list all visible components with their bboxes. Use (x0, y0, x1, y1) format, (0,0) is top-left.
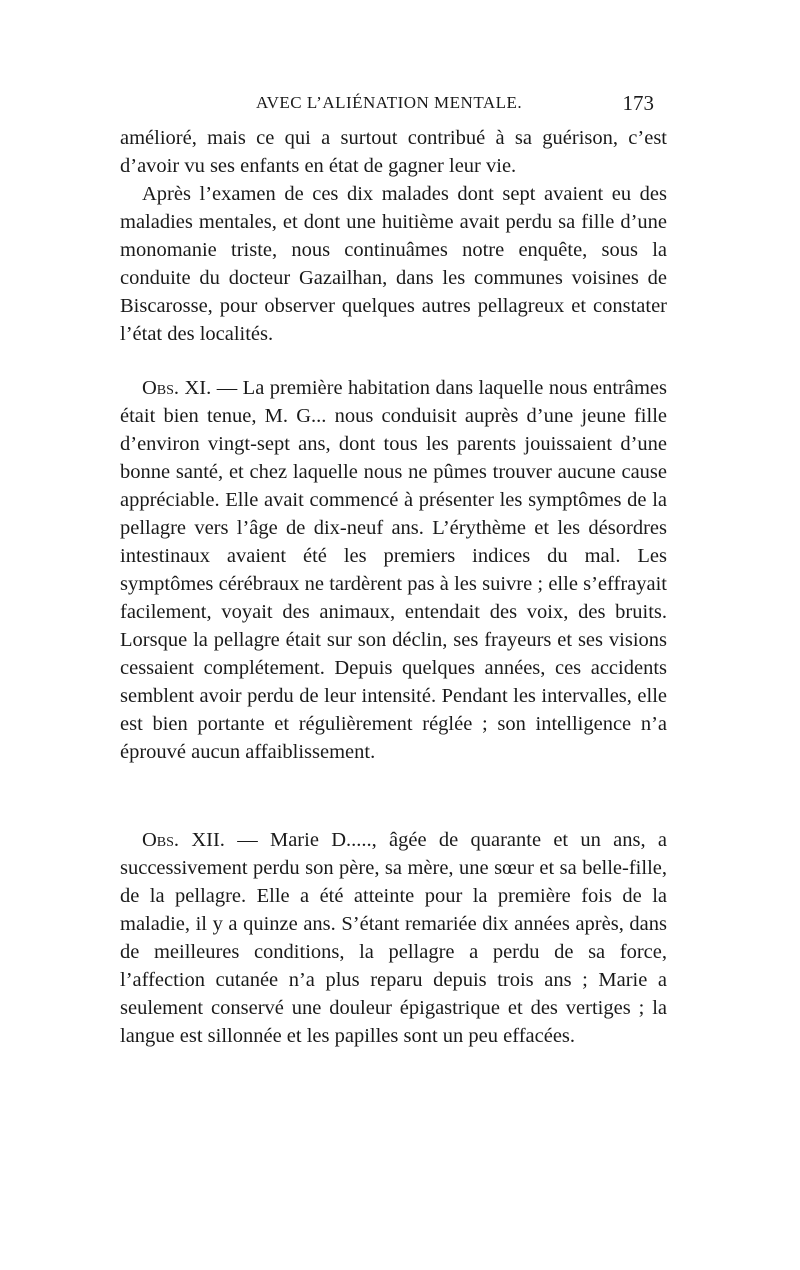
observation-xii-text: — Marie D....., âgée de quarante et un ans, a successivement perdu son père, sa mère, une sœur et sa belle-fille, de la pellagre. Elle a été atteinte pour la première fois de la maladie, il y a quinze ans. S’étant remariée dix années après, dans de meilleures conditions, la pellagre a perdu de sa force, l’affection cutanée n’a plus reparu depuis trois ans ; Marie a seulement conservé une douleur épigastrique et des vertiges ; la langue est sillonnée et les papilles sont un peu effacées. (120, 829, 668, 1047)
observation-xi-text: — La première habitation dans laquelle nous entrâmes était bien tenue, M. G... nous conduisit auprès d’une jeune fille d’environ vingt-sept ans, dont tous les parents jouissaient d’une bonne santé, et chez laquelle nous ne pûmes trouver aucune cause appréciable. Elle avait commencé à présenter les symptômes de la pellagre vers l’âge de dix-neuf ans. L’érythème et les désordres intestinaux avaient été les premiers indices du mal. Les symptômes cérébraux ne tardèrent pas à les suivre ; elle s’effrayait facilement, voyait des animaux, entendait des voix, des bruits. Lorsque la pellagre était sur son déclin, ses frayeurs et ses visions cessaient complétement. Depuis quelques années, ces accidents semblent avoir perdu de leur intensité. Pendant les intervalles, elle est bien portante et régulièrement réglée ; son intelligence n’a éprouvé aucun affaiblissement. (120, 377, 667, 763)
observation-xi (120, 374, 667, 766)
opening-text-block (120, 124, 667, 348)
observation-xii-paragraph (120, 826, 667, 1050)
page-number: 173 (622, 91, 654, 115)
running-title: AVEC L’ALIÉNATION MENTALE. (256, 93, 523, 112)
observation-xii (120, 826, 667, 1050)
running-header (120, 88, 654, 118)
observation-xi-label: Obs. XI. (142, 377, 212, 399)
observation-xii-label: Obs. XII. (142, 829, 225, 851)
paragraph-continuation: amélioré, mais ce qui a surtout contribué à sa guérison, c’est d’avoir vu ses enfants en état de gagner leur vie. (120, 127, 667, 177)
observation-xi-paragraph (120, 374, 667, 766)
paragraph-enquete: Après l’examen de ces dix malades dont sept avaient eu des maladies mentales, et dont une huitième avait perdu sa fille d’une monomanie triste, nous continuâmes notre enquête, sous la conduite du docteur Gazailhan, dans les communes voisines de Biscarosse, pour observer quelques autres pellagreux et constater l’état des localités. (120, 183, 667, 345)
